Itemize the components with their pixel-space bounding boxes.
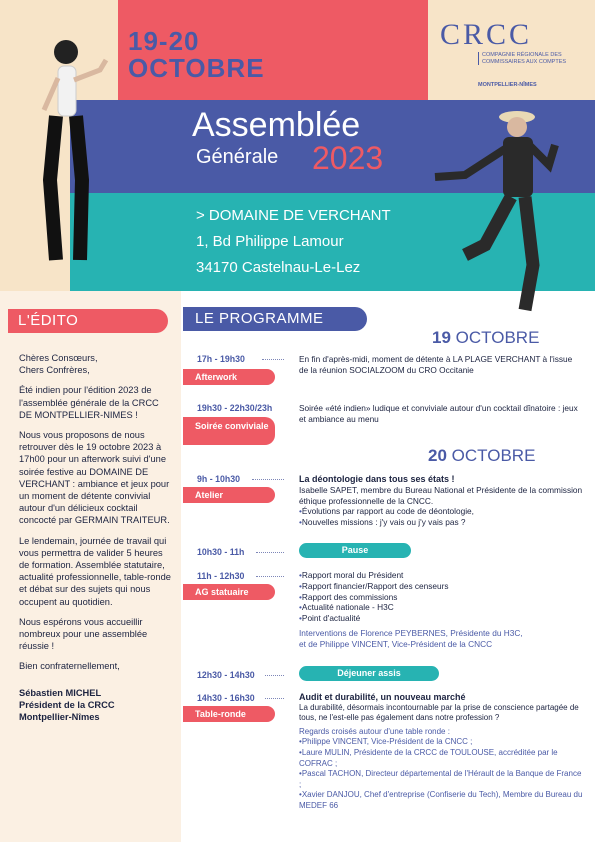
day-number: 20 (428, 446, 447, 465)
list-item: • Rapport moral du Président (299, 570, 583, 581)
dotted-divider (265, 675, 284, 676)
list-item: • Nouvelles missions : j'y vais ou j'y vais pas ? (299, 517, 583, 528)
schedule-time: 12h30 - 14h30 (197, 670, 255, 680)
logo-subtitle: COMPAGNIE RÉGIONALE DES COMMISSAIRES AUX COMPTES (478, 52, 588, 65)
venue-city: 34170 Castelnau-Le-Lez (196, 259, 361, 276)
session-description: Soirée «été indien» ludique et conviviale autour d'un cocktail dînatoire : jeux et ambiance au menu (299, 403, 578, 424)
date-days: 19-20 (128, 26, 200, 56)
session-label-afterwork: Afterwork (183, 369, 275, 385)
logo-city: MONTPELLIER-NÎMES (478, 82, 537, 88)
day-heading-19 (432, 328, 539, 348)
crcc-logo: CRCC (440, 18, 533, 51)
break-pill: Pause (299, 543, 411, 558)
day-number: 19 (432, 328, 451, 347)
session-description (299, 570, 583, 650)
session-note: Interventions de Florence PEYBERNES, Présidente du H3C, et de Philippe VINCENT, Vice-Président de la CNCC (299, 627, 523, 649)
venue-block (196, 203, 391, 281)
session-note: Regards croisés autour d'une table ronde : (299, 726, 450, 736)
dotted-divider (256, 552, 284, 553)
list-item: • Point d'actualité (299, 613, 583, 624)
edito-closing: Bien confraternellement, (19, 661, 120, 672)
programme-heading: LE PROGRAMME (183, 307, 367, 331)
lunch-pill: Déjeuner assis (299, 666, 439, 681)
session-text: Isabelle SAPET, membre du Bureau National et Présidente de la commission éthique professionnelle de la CNCC. (299, 484, 583, 506)
venue-street: 1, Bd Philippe Lamour (196, 233, 344, 250)
schedule-time: 11h - 12h30 (197, 571, 245, 581)
schedule-time: 17h - 19h30 (197, 354, 245, 364)
dotted-divider (262, 359, 284, 360)
title-assemblee: Assemblée (192, 106, 361, 144)
edito-paragraph: Le lendemain, journée de travail qui vous permettra de valider 5 heures de formation. Assemblée statutaire, actualité professionnelle, table-ronde et débat sur des sujets qui nous occupent au quotidien. (19, 535, 171, 607)
list-item: • Laure MULIN, Présidente de la CRCC de TOULOUSE, accréditée par le COFRAC ; (299, 748, 585, 769)
signature-name: Sébastien MICHEL (19, 687, 102, 698)
bullet-list (299, 570, 583, 624)
schedule-time: 10h30 - 11h (197, 547, 245, 557)
list-item: • Actualité nationale - H3C (299, 602, 583, 613)
session-title: Audit et durabilité, un nouveau marché (299, 692, 466, 702)
edito-text (19, 352, 174, 723)
signature-role: Président de la CRCC (19, 699, 115, 710)
bullet-list (299, 737, 585, 811)
session-description (299, 692, 585, 812)
day-month: OCTOBRE (451, 446, 536, 465)
dotted-divider (265, 698, 284, 699)
session-label-soiree: Soirée conviviale (183, 417, 275, 445)
list-item: • Évolutions par rapport au code de déontologie, (299, 506, 583, 517)
venue-name: > DOMAINE DE VERCHANT (196, 207, 391, 224)
dotted-divider (256, 576, 284, 577)
list-item: • Rapport des commissions (299, 592, 583, 603)
edito-greeting: Chères Consœurs, Chers Confrères, (19, 353, 98, 376)
day-month: OCTOBRE (455, 328, 540, 347)
list-item: • Pascal TACHON, Directeur départemental de l'Hérault de la Banque de France ; (299, 769, 585, 790)
session-description (299, 474, 583, 528)
event-dates (128, 28, 265, 82)
session-label-atelier: Atelier (183, 487, 275, 503)
session-description: En fin d'après-midi, moment de détente à LA PLAGE VERCHANT à l'issue de la réunion SOCIALZOOM du CRO Occitanie (299, 354, 573, 375)
schedule-time: 19h30 - 22h30/23h (197, 403, 273, 413)
list-item: • Philippe VINCENT, Vice-Président de la CNCC ; (299, 737, 585, 748)
session-label-ag: AG statuaire (183, 584, 275, 600)
bullet-list (299, 506, 583, 528)
list-item: • Rapport financier/Rapport des censeurs (299, 581, 583, 592)
woman-figure-image (30, 30, 120, 270)
title-generale: Générale (196, 146, 279, 168)
edito-paragraph: Été indien pour l'édition 2023 de l'assemblée générale de la CRCC DE MONTPELLIER-NIMES ! (19, 385, 159, 420)
date-month: OCTOBRE (128, 53, 265, 83)
day-heading-20 (428, 446, 535, 466)
session-text: La durabilité, désormais incontournable par la prise de conscience partagée de tous, ne l'est-elle pas également dans notre profession ? (299, 702, 579, 723)
edito-heading: L'ÉDITO (8, 309, 168, 333)
man-figure-image (425, 105, 575, 320)
list-item: • Xavier DANJOU, Chef d'entreprise (Confiserie du Tech), Membre du Bureau du MEDEF 66 (299, 790, 585, 811)
edito-paragraph: Nous espérons vous accueillir nombreux pour une assemblée réussie ! (19, 616, 148, 652)
signature-city: Montpellier-Nîmes (19, 712, 100, 723)
session-title: La déontologie dans tous ses états ! (299, 474, 455, 484)
edito-paragraph: Nous vous proposons de nous retrouver dès le 19 octobre 2023 à 17h00 pour un afterwork suivi d'une soirée festive au DOMAINE DE VERCHANT : ambiance et jeux pour un moment de détente convivial autour d'un délicieux cocktail concocté par GERMAIN TRAITEUR. (19, 430, 170, 526)
session-label-table-ronde: Table-ronde (183, 706, 275, 722)
title-year: 2023 (312, 140, 384, 176)
schedule-time: 14h30 - 16h30 (197, 693, 255, 703)
schedule-time: 9h - 10h30 (197, 474, 241, 484)
dotted-divider (252, 479, 284, 480)
